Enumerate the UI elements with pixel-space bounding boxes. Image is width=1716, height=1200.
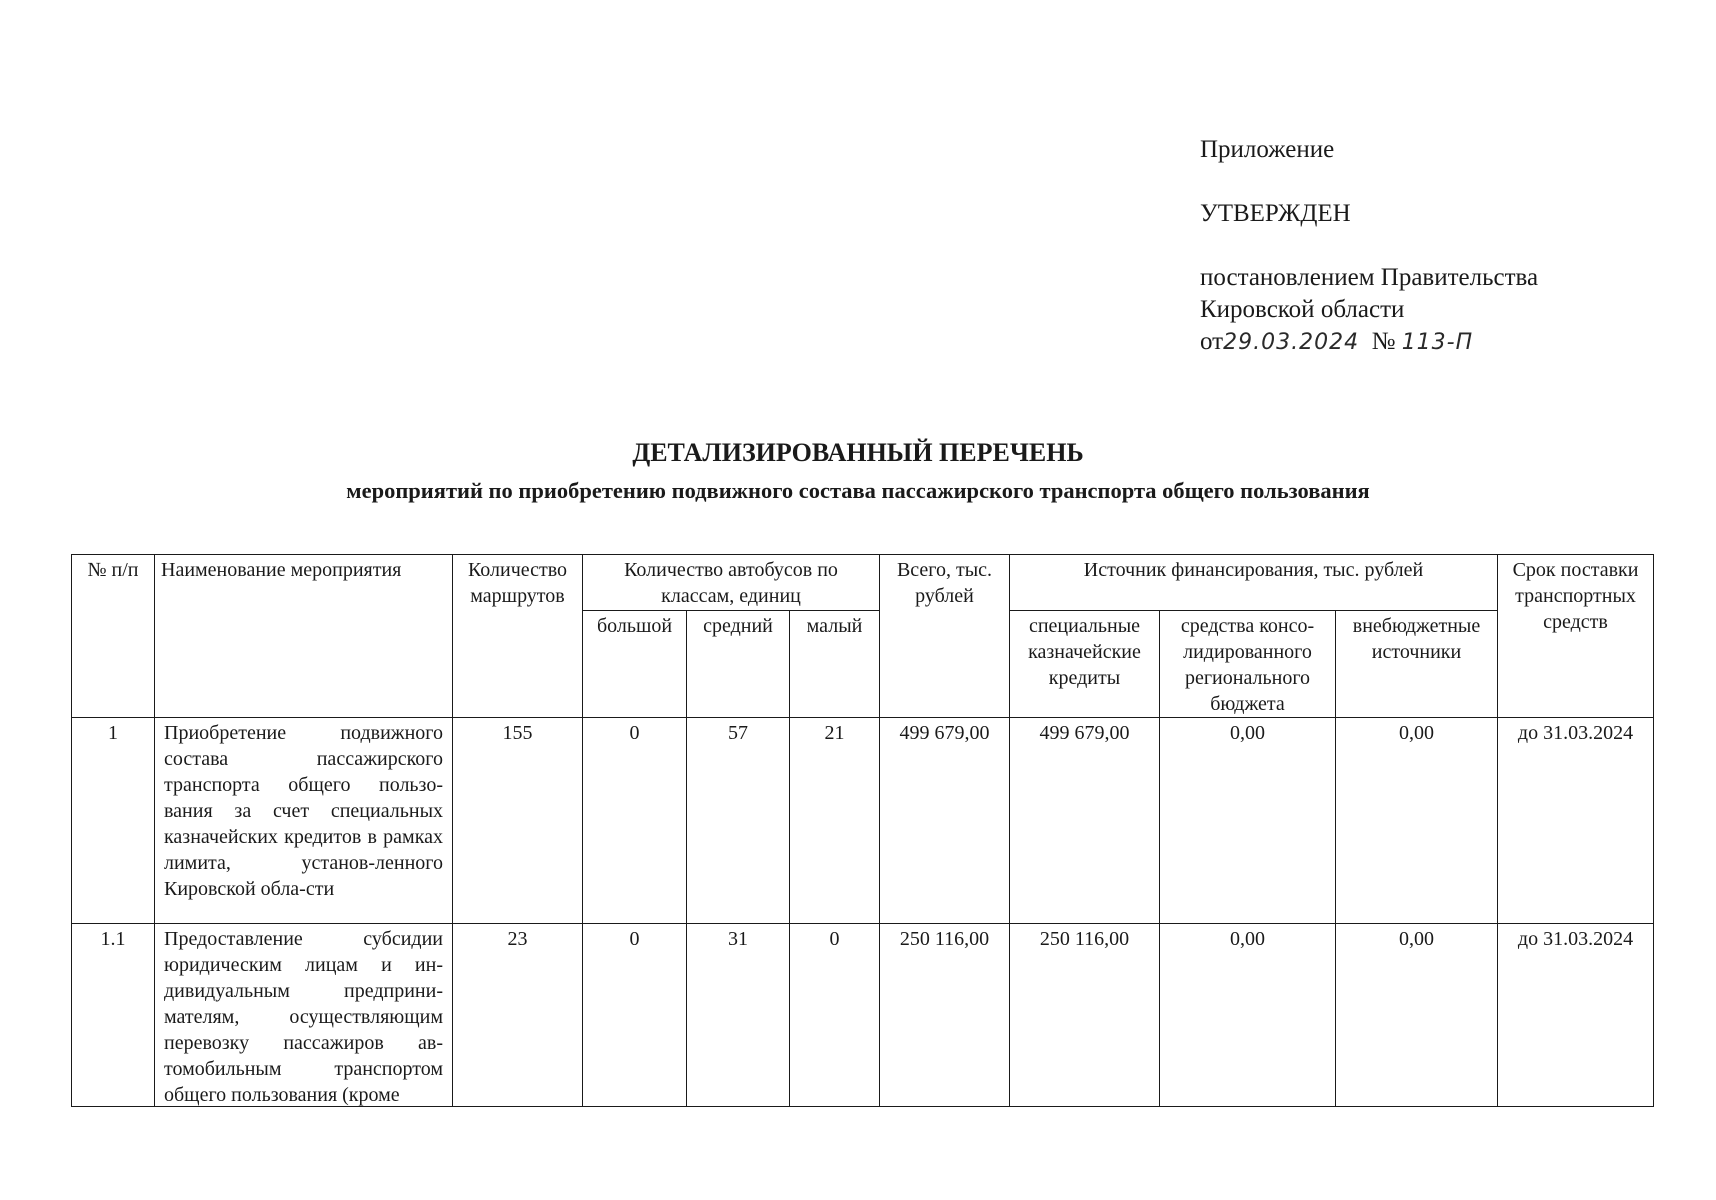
appendix-label: Приложение xyxy=(1200,136,1335,163)
cell-routes: 23 xyxy=(453,924,583,1107)
cell-medium: 57 xyxy=(687,718,790,924)
document-title: ДЕТАЛИЗИРОВАННЫЙ ПЕРЕЧЕНЬ xyxy=(632,438,1084,467)
table-header-row xyxy=(72,555,1654,611)
header-regional: средства консо-лидированного регионального бюджета xyxy=(1160,611,1336,718)
cell-treasury: 250 116,00 xyxy=(1010,924,1160,1107)
approval-basis-line2: Кировской области xyxy=(1200,296,1405,323)
header-treasury: специальные казначейские кредиты xyxy=(1010,611,1160,718)
approval-basis-line1: постановлением Правительства xyxy=(1200,264,1539,291)
header-num: № п/п xyxy=(72,555,155,718)
approved-label: УТВЕРЖДЕН xyxy=(1200,200,1351,227)
cell-large: 0 xyxy=(583,718,687,924)
handwritten-date: 29.03.2024 xyxy=(1223,330,1360,355)
cell-routes: 155 xyxy=(453,718,583,924)
cell-regional: 0,00 xyxy=(1160,924,1336,1107)
cell-num: 1.1 xyxy=(72,924,155,1107)
table-row xyxy=(72,924,1654,1107)
cell-total: 250 116,00 xyxy=(880,924,1010,1107)
header-offbudget: внебюджетные источники xyxy=(1336,611,1498,718)
header-small: малый xyxy=(790,611,880,718)
header-routes: Количество маршрутов xyxy=(453,555,583,718)
cell-name: Приобретение подвижного состава пассажирского транспорта общего пользо-вания за счет специальных казначейских кредитов в рамках лимита, установ-ленного Кировской обла-сти xyxy=(155,718,453,924)
number-prefix: № xyxy=(1371,328,1396,355)
approval-date-line xyxy=(1200,326,1538,359)
cell-deadline: до 31.03.2024 xyxy=(1498,718,1654,924)
cell-offbudget: 0,00 xyxy=(1336,718,1498,924)
header-buses-group: Количество автобусов по классам, единиц xyxy=(583,555,880,611)
header-deadline: Срок поставки транспортных средств xyxy=(1498,555,1654,718)
cell-medium: 31 xyxy=(687,924,790,1107)
cell-name-text: Предоставление субсидии юридическим лицам и ин-дивидуальным предприни-мателям, осуществляющим перевозку пассажиров ав-томобильным транспортом общего пользования (кроме xyxy=(164,928,443,1106)
cell-name xyxy=(155,924,453,1107)
approval-block xyxy=(1200,134,1538,359)
cell-treasury: 499 679,00 xyxy=(1010,718,1160,924)
cell-small: 0 xyxy=(790,924,880,1107)
cell-total: 499 679,00 xyxy=(880,718,1010,924)
cell-offbudget: 0,00 xyxy=(1336,924,1498,1107)
handwritten-number: 113-П xyxy=(1401,330,1474,355)
cell-small: 21 xyxy=(790,718,880,924)
measures-table xyxy=(71,554,1654,1107)
header-name: Наименование мероприятия xyxy=(155,555,453,718)
header-funding-group: Источник финансирования, тыс. рублей xyxy=(1010,555,1498,611)
header-large: большой xyxy=(583,611,687,718)
cell-num: 1 xyxy=(72,718,155,924)
table-row xyxy=(72,718,1654,924)
cell-deadline: до 31.03.2024 xyxy=(1498,924,1654,1107)
date-prefix: от xyxy=(1200,328,1224,355)
header-total: Всего, тыс. рублей xyxy=(880,555,1010,718)
document-subtitle: мероприятий по приобретению подвижного состава пассажирского транспорта общего пользования xyxy=(346,478,1370,503)
cell-large: 0 xyxy=(583,924,687,1107)
cell-regional: 0,00 xyxy=(1160,718,1336,924)
header-medium: средний xyxy=(687,611,790,718)
